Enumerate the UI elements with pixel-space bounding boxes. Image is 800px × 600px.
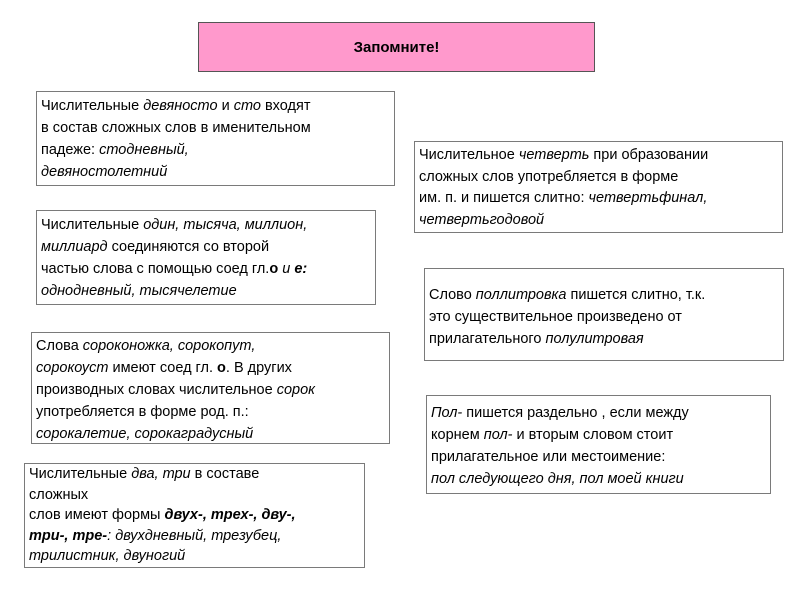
rule-line: им. п. и пишется слитно: четвертьфинал, bbox=[419, 190, 708, 206]
rule-line: частью слова с помощью соед гл.о и е: bbox=[41, 261, 308, 277]
rule-line: Числительное четверть при образовании bbox=[419, 147, 709, 163]
rule-line: прилагательного полулитровая bbox=[429, 331, 644, 347]
rule-box-dva-tri bbox=[24, 463, 365, 568]
rule-line: Слово поллитровка пишется слитно, т.к. bbox=[429, 287, 706, 303]
rule-line: пол следующего дня, пол моей книги bbox=[431, 471, 684, 487]
rule-line: в состав сложных слов в именительном bbox=[41, 120, 311, 136]
rule-box-sorok bbox=[31, 332, 390, 444]
rule-line: сорокалетие, сорокаградусный bbox=[36, 426, 254, 442]
rule-line: четвертьгодовой bbox=[419, 211, 545, 228]
rule-line: девяностолетний bbox=[41, 164, 168, 180]
rule-line: корнем пол- и вторым словом стоит bbox=[431, 427, 674, 443]
rule-line: сложных bbox=[29, 486, 89, 503]
rule-line: миллиард соединяются со второй bbox=[41, 239, 270, 255]
rule-line: прилагательное или местоимение: bbox=[431, 449, 666, 465]
rule-line: Числительные два, три в составе bbox=[29, 466, 260, 482]
rule-box-pollitrovka bbox=[424, 268, 784, 361]
rule-line: сложных слов употребляется в форме bbox=[419, 168, 679, 185]
rule-box-chetvert bbox=[414, 141, 783, 233]
rule-line: трилистник, двуногий bbox=[29, 548, 186, 564]
rule-line: Числительные девяносто и сто входят bbox=[41, 98, 311, 114]
rule-box-odin-tysyacha bbox=[36, 210, 376, 305]
rule-line: производных словах числительное сорок bbox=[36, 382, 316, 398]
rule-box-pol bbox=[426, 395, 771, 494]
rule-line: слов имеют формы двух-, трех-, дву-, bbox=[29, 507, 296, 523]
rule-line: сорокоуст имеют соед гл. о. В других bbox=[36, 360, 292, 376]
rule-line: Слова сороконожка, сорокопут, bbox=[36, 338, 256, 354]
rule-line: это существительное произведено от bbox=[429, 309, 682, 325]
rule-line: Числительные один, тысяча, миллион, bbox=[41, 217, 308, 233]
rule-line: три-, тре-: двухдневный, трезубец, bbox=[29, 527, 282, 544]
title-banner bbox=[198, 22, 595, 72]
rule-box-devyanosto-sto bbox=[36, 91, 395, 186]
rule-line: однодневный, тысячелетие bbox=[41, 283, 237, 299]
rule-line: падеже: стодневный, bbox=[41, 142, 189, 158]
rule-line: употребляется в форме род. п.: bbox=[36, 404, 249, 420]
rule-line: Пол- пишется раздельно , если между bbox=[431, 405, 689, 421]
page-title: Запомните! bbox=[353, 38, 440, 56]
